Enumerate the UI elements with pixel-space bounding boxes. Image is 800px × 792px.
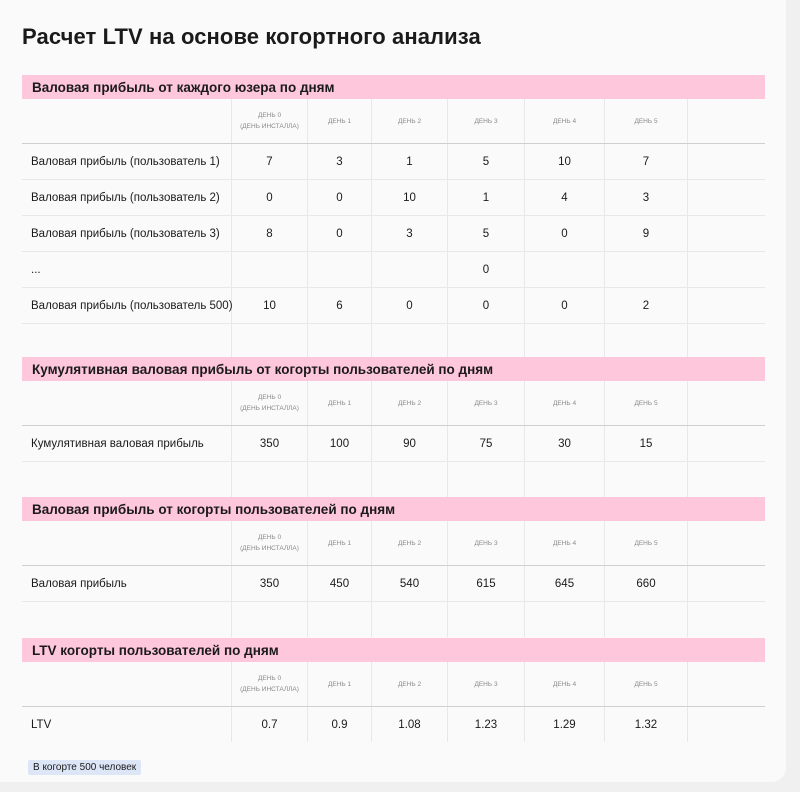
section-3 [22, 497, 765, 637]
day-header-5 [605, 521, 688, 565]
day-header-label: ДЕНЬ 5 [634, 117, 658, 125]
value-cell-day-5: 3 [605, 180, 688, 215]
day-header-0 [232, 521, 308, 565]
value-cell-day-0: 350 [232, 566, 308, 601]
value-cell-day-0: 7 [232, 144, 308, 179]
day-header-4 [525, 521, 605, 565]
value-cell-day-3 [448, 602, 525, 637]
day-header-2 [372, 521, 448, 565]
day-header-label: ДЕНЬ 0 [257, 675, 282, 682]
day-header-label: ДЕНЬ 4 [552, 680, 577, 688]
day-header-label: ДЕНЬ 2 [397, 680, 422, 688]
day-header-label: ДЕНЬ 0 [257, 534, 282, 541]
value-cell-day-5: 9 [605, 216, 688, 251]
value-cell-day-2 [372, 252, 448, 287]
value-cell-day-0 [232, 324, 308, 359]
row-label: LTV [22, 707, 232, 742]
day-header-label: ДЕНЬ 3 [474, 399, 498, 407]
value-cell-day-3: 1 [448, 180, 525, 215]
value-cell-day-2: 1 [372, 144, 448, 179]
header-empty-cell [22, 662, 232, 706]
day-header-label: ДЕНЬ 2 [397, 117, 422, 125]
day-header-1 [308, 99, 372, 143]
header-empty-cell [22, 521, 232, 565]
row-label [22, 462, 232, 497]
table-row [22, 216, 765, 252]
day-header-sublabel: (ДЕНЬ ИНСТАЛЛА) [240, 545, 299, 552]
header-extra-cell [688, 99, 765, 143]
row-label: ... [22, 252, 232, 287]
value-cell-day-5 [605, 602, 688, 637]
day-header-0 [232, 381, 308, 425]
value-cell-day-2: 3 [372, 216, 448, 251]
value-cell-day-4 [525, 462, 605, 497]
table-header-row [22, 381, 765, 426]
day-header-sublabel: (ДЕНЬ ИНСТАЛЛА) [240, 405, 299, 412]
row-label: Валовая прибыль (пользователь 3) [22, 216, 232, 251]
extra-cell [688, 462, 765, 497]
extra-cell [688, 144, 765, 179]
value-cell-day-2: 90 [372, 426, 448, 461]
day-header-5 [605, 381, 688, 425]
value-cell-day-1: 0.9 [308, 707, 372, 742]
value-cell-day-1: 0 [308, 216, 372, 251]
value-cell-day-4 [525, 602, 605, 637]
value-cell-day-3: 5 [448, 216, 525, 251]
day-header-label: ДЕНЬ 0 [257, 112, 282, 119]
day-header-1 [308, 521, 372, 565]
table-row [22, 462, 765, 497]
section-1 [22, 75, 765, 359]
value-cell-day-4: 30 [525, 426, 605, 461]
day-header-label: ДЕНЬ 1 [327, 539, 352, 547]
extra-cell [688, 707, 765, 742]
day-header-label: ДЕНЬ 0 [257, 394, 282, 401]
header-empty-cell [22, 381, 232, 425]
value-cell-day-3 [448, 324, 525, 359]
day-header-sublabel: (ДЕНЬ ИНСТАЛЛА) [240, 123, 299, 130]
table-row [22, 144, 765, 180]
day-header-4 [525, 662, 605, 706]
day-header-sublabel: (ДЕНЬ ИНСТАЛЛА) [240, 686, 299, 693]
row-label: Валовая прибыль [22, 566, 232, 601]
value-cell-day-1 [308, 462, 372, 497]
value-cell-day-5 [605, 252, 688, 287]
value-cell-day-4: 1.29 [525, 707, 605, 742]
value-cell-day-0 [232, 252, 308, 287]
value-cell-day-2: 10 [372, 180, 448, 215]
day-header-label: ДЕНЬ 4 [552, 539, 577, 547]
day-header-label: ДЕНЬ 5 [634, 680, 658, 688]
section-title: Валовая прибыль от когорты пользователей по дням [22, 497, 765, 521]
day-header-1 [308, 381, 372, 425]
table-row [22, 252, 765, 288]
value-cell-day-0: 8 [232, 216, 308, 251]
day-header-0 [232, 662, 308, 706]
table-header-row [22, 99, 765, 144]
extra-cell [688, 180, 765, 215]
day-header-label: ДЕНЬ 3 [474, 117, 498, 125]
extra-cell [688, 602, 765, 637]
day-header-5 [605, 662, 688, 706]
cohort-size-note: В когорте 500 человек [28, 760, 141, 775]
extra-cell [688, 252, 765, 287]
day-header-2 [372, 99, 448, 143]
day-header-5 [605, 99, 688, 143]
value-cell-day-5: 7 [605, 144, 688, 179]
table-row [22, 707, 765, 742]
value-cell-day-2: 540 [372, 566, 448, 601]
value-cell-day-5: 1.32 [605, 707, 688, 742]
table-row [22, 426, 765, 462]
value-cell-day-2 [372, 602, 448, 637]
day-header-label: ДЕНЬ 3 [474, 539, 498, 547]
section-2 [22, 357, 765, 497]
value-cell-day-5 [605, 462, 688, 497]
value-cell-day-3 [448, 462, 525, 497]
value-cell-day-1: 450 [308, 566, 372, 601]
value-cell-day-4: 10 [525, 144, 605, 179]
extra-cell [688, 288, 765, 323]
day-header-0 [232, 99, 308, 143]
value-cell-day-5: 660 [605, 566, 688, 601]
value-cell-day-4 [525, 252, 605, 287]
value-cell-day-2 [372, 462, 448, 497]
table-row [22, 602, 765, 637]
header-empty-cell [22, 99, 232, 143]
day-header-label: ДЕНЬ 4 [552, 117, 577, 125]
value-cell-day-3: 0 [448, 252, 525, 287]
row-label [22, 602, 232, 637]
day-header-3 [448, 521, 525, 565]
value-cell-day-4: 4 [525, 180, 605, 215]
section-title: Кумулятивная валовая прибыль от когорты пользователей по дням [22, 357, 765, 381]
table-row [22, 180, 765, 216]
section-title: Валовая прибыль от каждого юзера по дням [22, 75, 765, 99]
value-cell-day-4: 0 [525, 288, 605, 323]
day-header-label: ДЕНЬ 2 [397, 539, 422, 547]
value-cell-day-4 [525, 324, 605, 359]
header-extra-cell [688, 381, 765, 425]
row-label: Кумулятивная валовая прибыль [22, 426, 232, 461]
table-header-row [22, 521, 765, 566]
value-cell-day-3: 1.23 [448, 707, 525, 742]
day-header-3 [448, 662, 525, 706]
value-cell-day-1: 6 [308, 288, 372, 323]
day-header-1 [308, 662, 372, 706]
value-cell-day-4: 645 [525, 566, 605, 601]
row-label: Валовая прибыль (пользователь 1) [22, 144, 232, 179]
day-header-label: ДЕНЬ 4 [552, 399, 577, 407]
extra-cell [688, 216, 765, 251]
value-cell-day-3: 615 [448, 566, 525, 601]
day-header-3 [448, 381, 525, 425]
value-cell-day-2 [372, 324, 448, 359]
value-cell-day-0 [232, 602, 308, 637]
day-header-label: ДЕНЬ 5 [634, 399, 658, 407]
value-cell-day-1: 0 [308, 180, 372, 215]
day-header-2 [372, 381, 448, 425]
section-4 [22, 638, 765, 742]
value-cell-day-1 [308, 252, 372, 287]
header-extra-cell [688, 662, 765, 706]
day-header-label: ДЕНЬ 5 [634, 539, 658, 547]
day-header-3 [448, 99, 525, 143]
header-extra-cell [688, 521, 765, 565]
row-label: Валовая прибыль (пользователь 2) [22, 180, 232, 215]
table-row [22, 324, 765, 359]
day-header-label: ДЕНЬ 1 [327, 117, 352, 125]
day-header-2 [372, 662, 448, 706]
page-title: Расчет LTV на основе когортного анализа [22, 24, 481, 49]
value-cell-day-3: 0 [448, 288, 525, 323]
table-row [22, 566, 765, 602]
section-title: LTV когорты пользователей по дням [22, 638, 765, 662]
row-label [22, 324, 232, 359]
value-cell-day-0: 10 [232, 288, 308, 323]
value-cell-day-3: 5 [448, 144, 525, 179]
value-cell-day-5: 2 [605, 288, 688, 323]
value-cell-day-1: 3 [308, 144, 372, 179]
day-header-label: ДЕНЬ 2 [397, 399, 422, 407]
value-cell-day-5: 15 [605, 426, 688, 461]
value-cell-day-0: 350 [232, 426, 308, 461]
value-cell-day-0: 0 [232, 180, 308, 215]
day-header-label: ДЕНЬ 1 [327, 680, 352, 688]
day-header-4 [525, 99, 605, 143]
value-cell-day-5 [605, 324, 688, 359]
value-cell-day-1: 100 [308, 426, 372, 461]
value-cell-day-1 [308, 602, 372, 637]
value-cell-day-0: 0.7 [232, 707, 308, 742]
value-cell-day-4: 0 [525, 216, 605, 251]
extra-cell [688, 426, 765, 461]
value-cell-day-1 [308, 324, 372, 359]
table-row [22, 288, 765, 324]
value-cell-day-2: 0 [372, 288, 448, 323]
table-header-row [22, 662, 765, 707]
extra-cell [688, 324, 765, 359]
row-label: Валовая прибыль (пользователь 500) [22, 288, 232, 323]
value-cell-day-2: 1.08 [372, 707, 448, 742]
value-cell-day-3: 75 [448, 426, 525, 461]
day-header-label: ДЕНЬ 1 [327, 399, 352, 407]
value-cell-day-0 [232, 462, 308, 497]
day-header-4 [525, 381, 605, 425]
extra-cell [688, 566, 765, 601]
day-header-label: ДЕНЬ 3 [474, 680, 498, 688]
